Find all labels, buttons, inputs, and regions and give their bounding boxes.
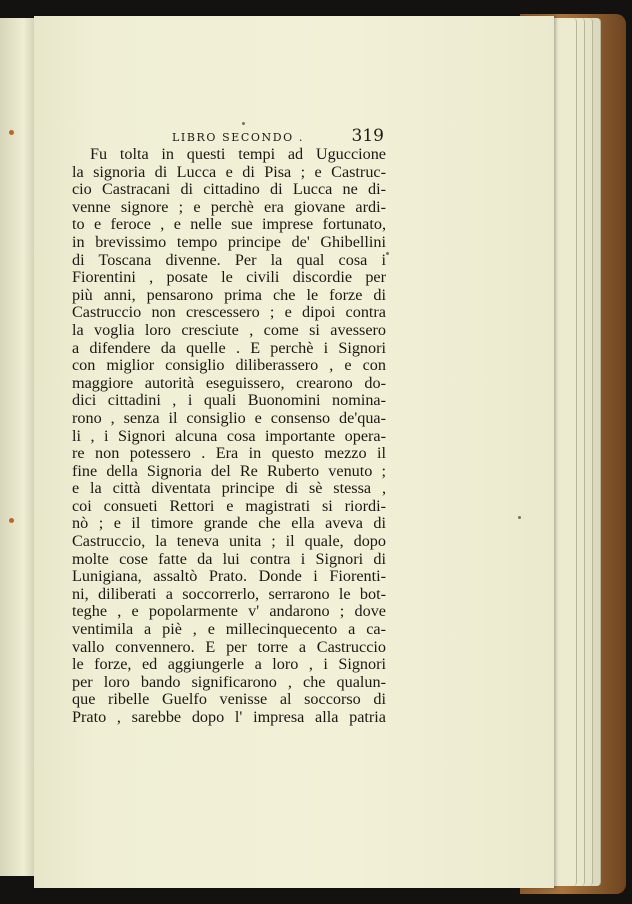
text-line: con miglior consiglio diliberassero , e con (72, 356, 386, 375)
text-line: Prato , sarebbe dopo l' impresa alla patria (72, 708, 386, 726)
body-text (72, 146, 386, 727)
stain-mark (9, 518, 14, 523)
text-line: rono , senza il consiglio e consenso de'qua- (72, 408, 386, 427)
text-line: ni, diliberati a soccorrerlo, serrarono le bot- (72, 584, 386, 603)
text-line: venne signore ; e perchè era giovane ardi- (72, 197, 386, 216)
speck (386, 252, 389, 255)
text-line: to e feroce , e nelle sue imprese fortunato, (72, 215, 386, 234)
text-line: Castruccio, la teneva unita ; il quale, dopo (72, 532, 386, 551)
speck (242, 122, 245, 125)
text-line: vallo convennero. E per torre a Castruccio (72, 637, 386, 656)
running-title: LIBRO SECONDO . (172, 131, 304, 144)
text-line: re non potessero . Era in questo mezzo il (72, 444, 386, 463)
text-line: di Toscana divenne. Per la qual cosa i (72, 250, 386, 269)
text-line: Castruccio non crescessero ; e dipoi contra (72, 303, 386, 322)
left-page-edge (0, 18, 35, 876)
text-line: cio Castracani di cittadino di Lucca ne di- (72, 180, 386, 199)
text-line: la signoria di Lucca e di Pisa ; e Castruc- (72, 162, 386, 181)
page-number: 319 (351, 126, 384, 146)
text-line: Fiorentini , posate le civili discordie per (72, 268, 386, 287)
text-line: per loro bando significarono , che qualun- (72, 672, 386, 691)
text-line: Fu tolta in questi tempi ad Uguccione (90, 145, 386, 163)
text-line: coi consueti Rettori e magistrati si riordi- (72, 496, 386, 515)
text-line: que ribelle Guelfo venisse al soccorso di (72, 690, 386, 709)
text-line: più anni, pensarono prima che le forze di (72, 285, 386, 304)
text-line: fine della Signoria del Re Ruberto venuto ; (72, 461, 386, 480)
text-line: molte cose fatte da lui contra i Signori di (72, 549, 386, 568)
speck (518, 516, 521, 519)
text-line: teghe , e popolarmente v' andarono ; dove (72, 602, 386, 621)
text-line: in brevissimo tempo principe de' Ghibellini (72, 232, 386, 251)
text-line: ventimila a piè , e millecinquecento a ca- (72, 620, 386, 639)
text-line: nò ; e il timore grande che ella aveva di (72, 514, 386, 533)
text-line: dici cittadini , i quali Buonomini nomina- (72, 391, 386, 410)
text-line: li , i Signori alcuna cosa importante opera- (72, 426, 386, 445)
text-line: le forze, ed aggiungerle a loro , i Signori (72, 655, 386, 674)
text-line: e la città diventata principe di sè stessa , (72, 479, 386, 498)
stain-mark (9, 130, 14, 135)
text-line: maggiore autorità eseguissero, crearono do- (72, 373, 386, 392)
text-line: Lunigiana, assaltò Prato. Donde i Fiorenti- (72, 567, 386, 586)
text-line: la voglia loro cresciute , come si avessero (72, 320, 386, 339)
text-line: a difendere da quelle . E perchè i Signori (72, 338, 386, 357)
